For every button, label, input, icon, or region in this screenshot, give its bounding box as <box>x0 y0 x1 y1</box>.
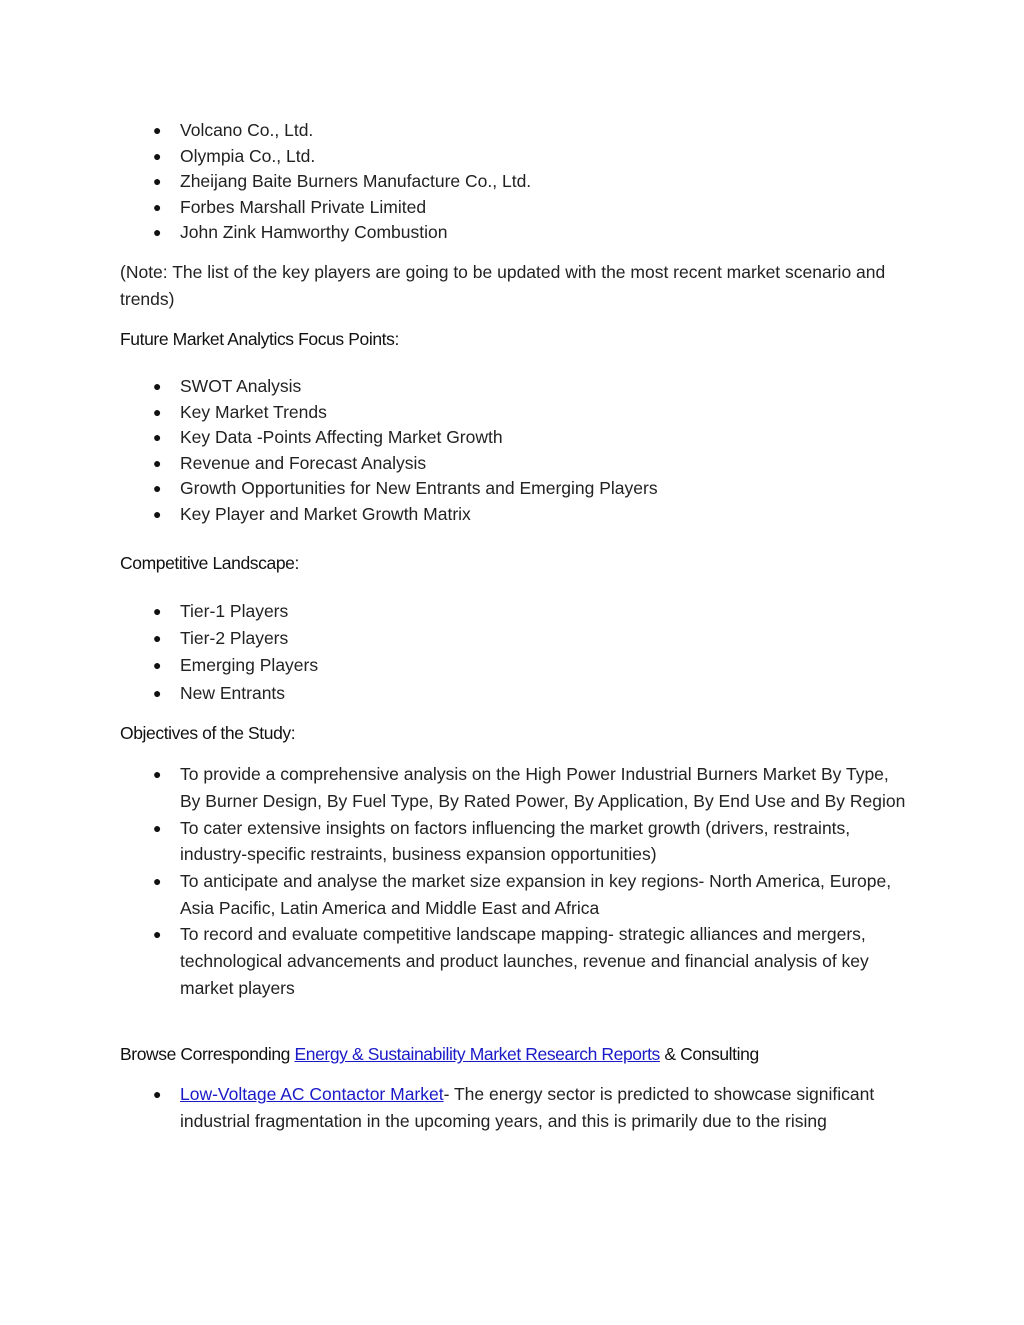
bullet-icon: ● <box>153 926 162 943</box>
bullet-icon: ● <box>153 766 162 783</box>
competitive-heading: Competitive Landscape: <box>120 552 299 573</box>
bullet-icon: ● <box>153 403 162 420</box>
note-paragraph: (Note: The list of the key players are going to be updated with the most recent market scenario and trends) <box>120 261 886 309</box>
list-item: ● To cater extensive insights on factors influencing the market growth (drivers, restraints, industry-specific restraints, business expansion opportunities) <box>120 815 910 868</box>
bullet-icon: ● <box>153 819 162 836</box>
bullet-icon: ● <box>153 872 162 889</box>
list-item: ● Emerging Players <box>120 652 910 679</box>
bullet-icon: ● <box>153 684 162 701</box>
bullet-icon: ● <box>153 122 162 138</box>
bullet-icon: ● <box>153 454 162 471</box>
list-item: ● Tier-1 Players <box>120 598 910 625</box>
low-voltage-contactor-link[interactable]: Low-Voltage AC Contactor Market <box>180 1084 444 1105</box>
browse-prefix: Browse Corresponding <box>120 1044 295 1065</box>
list-item: ● To record and evaluate competitive landscape mapping- strategic alliances and mergers, technological advancements and product launches, revenue and financial analysis of key market players <box>120 921 910 1001</box>
related-text: - The energy sector is predicted to showcase significant industrial fragmentation in the upcoming years, and this is primarily due to the rising <box>180 1084 875 1132</box>
bullet-icon: ● <box>153 147 162 164</box>
list-item: ● Revenue and Forecast Analysis <box>120 451 910 477</box>
list-item: ● Key Data -Points Affecting Market Growth <box>120 425 910 451</box>
list-item: ● To provide a comprehensive analysis on the High Power Industrial Burners Market By Type, By Burner Design, By Fuel Type, By Rated Power, By Application, By End Use and By Region <box>120 761 910 814</box>
list-item: ● Tier-2 Players <box>120 625 910 652</box>
list-item: ● Zheijang Baite Burners Manufacture Co., Ltd. <box>120 169 910 195</box>
browse-suffix: & Consulting <box>659 1044 759 1065</box>
bullet-icon: ● <box>153 429 162 446</box>
list-item <box>120 1081 910 1134</box>
bullet-icon: ● <box>153 377 162 394</box>
focus-heading: Future Market Analytics Focus Points: <box>120 328 399 349</box>
focus-list <box>120 374 910 528</box>
document-page <box>120 118 910 1135</box>
list-item: ● Forbes Marshall Private Limited <box>120 195 910 221</box>
list-item: ● Key Market Trends <box>120 400 910 426</box>
bullet-icon: ● <box>153 629 162 646</box>
bullet-icon: ● <box>153 602 162 619</box>
list-item: ● SWOT Analysis <box>120 374 910 400</box>
related-list <box>120 1081 910 1134</box>
list-item: ● New Entrants <box>120 680 910 707</box>
objectives-list <box>120 761 910 1001</box>
bullet-icon: ● <box>153 173 162 190</box>
competitive-list <box>120 598 910 708</box>
list-item: ● John Zink Hamworthy Combustion <box>120 220 910 246</box>
bullet-icon: ● <box>153 1086 162 1103</box>
bullet-icon: ● <box>153 505 162 522</box>
browse-heading <box>120 1041 910 1068</box>
list-item: ● Volcano Co., Ltd. <box>120 118 910 144</box>
bullet-icon: ● <box>153 224 162 241</box>
bullet-icon: ● <box>153 657 162 674</box>
list-item: ● Growth Opportunities for New Entrants and Emerging Players <box>120 476 910 502</box>
list-item: ● To anticipate and analyse the market size expansion in key regions- North America, Europe, Asia Pacific, Latin America and Middle East and Africa <box>120 868 910 921</box>
bullet-icon: ● <box>153 198 162 215</box>
list-item: ● Olympia Co., Ltd. <box>120 144 910 170</box>
objectives-heading: Objectives of the Study: <box>120 723 296 744</box>
key-players-list <box>120 118 910 246</box>
list-item: ● Key Player and Market Growth Matrix <box>120 502 910 528</box>
bullet-icon: ● <box>153 480 162 497</box>
energy-reports-link[interactable]: Energy & Sustainability Market Research Reports <box>294 1044 660 1065</box>
